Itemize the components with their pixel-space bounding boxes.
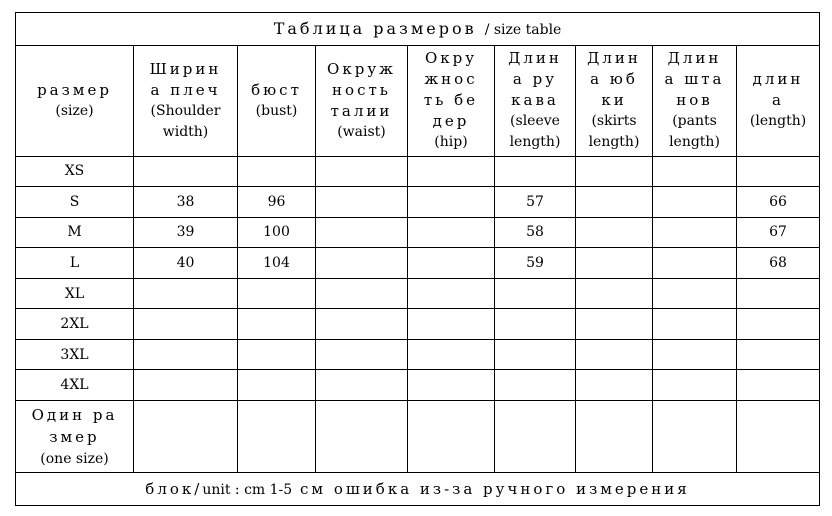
table-row bbox=[16, 156, 820, 187]
measurement-cell bbox=[316, 370, 408, 401]
one-size-label bbox=[16, 401, 134, 473]
measurement-cell bbox=[576, 339, 653, 370]
table-footer bbox=[16, 473, 820, 506]
measurement-cell bbox=[653, 187, 737, 218]
measurement-cell bbox=[495, 339, 576, 370]
measurement-cell bbox=[408, 187, 495, 218]
column-header-ru-line: Длин bbox=[667, 49, 722, 68]
column-header-en-line: length) bbox=[509, 134, 561, 151]
column-header-ru-line: ть бе bbox=[423, 91, 479, 110]
measurement-cell bbox=[495, 309, 576, 340]
column-header-en-line: (pants bbox=[672, 113, 717, 130]
measurement-cell bbox=[408, 217, 495, 248]
measurement-cell bbox=[576, 248, 653, 279]
column-header-ru-line: Окру bbox=[424, 49, 478, 68]
table-row bbox=[16, 339, 820, 370]
column-header-ru-line: а плеч bbox=[150, 80, 221, 99]
table-row bbox=[16, 370, 820, 401]
column-header-ru-line: дер bbox=[432, 112, 470, 131]
measurement-cell bbox=[238, 309, 316, 340]
measurement-cell bbox=[495, 156, 576, 187]
column-header-ru-line: размер bbox=[37, 80, 112, 99]
one-size-cell bbox=[576, 401, 653, 473]
measurement-cell bbox=[653, 339, 737, 370]
one-size-en: (one size) bbox=[40, 450, 109, 467]
measurement-cell: 38 bbox=[134, 187, 238, 218]
measurement-cell: 59 bbox=[495, 248, 576, 279]
measurement-cell: 100 bbox=[238, 217, 316, 248]
column-header-ru-line: ность bbox=[332, 80, 391, 99]
column-header-ru-line: нов bbox=[676, 91, 713, 110]
column-header bbox=[495, 45, 576, 156]
measurement-cell bbox=[408, 309, 495, 340]
size-label-cell: 3XL bbox=[16, 339, 134, 370]
measurement-cell bbox=[653, 370, 737, 401]
measurement-cell bbox=[238, 339, 316, 370]
measurement-cell bbox=[316, 156, 408, 187]
measurement-cell bbox=[316, 217, 408, 248]
table-row bbox=[16, 187, 820, 218]
footer-part-3: см ошибка из-за ручного измерения bbox=[299, 480, 690, 499]
column-header-ru-line: жнос bbox=[424, 70, 478, 89]
column-header bbox=[408, 45, 495, 156]
measurement-cell: 68 bbox=[737, 248, 820, 279]
one-size-cell bbox=[737, 401, 820, 473]
measurement-cell: 67 bbox=[737, 217, 820, 248]
measurement-cell: 57 bbox=[495, 187, 576, 218]
column-header-ru-line: Длин bbox=[508, 49, 562, 68]
column-header bbox=[576, 45, 653, 156]
table-title bbox=[16, 13, 820, 46]
column-header-en-line: (Shoulder bbox=[150, 102, 221, 119]
table-row bbox=[16, 217, 820, 248]
measurement-cell: 96 bbox=[238, 187, 316, 218]
measurement-cell bbox=[134, 278, 238, 309]
column-header-ru-line: а шта bbox=[664, 70, 725, 89]
measurement-cell bbox=[408, 156, 495, 187]
column-header-en-line: (waist) bbox=[337, 123, 386, 140]
size-label-cell: L bbox=[16, 248, 134, 279]
column-header-en-line: width) bbox=[162, 123, 209, 140]
measurement-cell bbox=[653, 248, 737, 279]
measurement-cell bbox=[316, 187, 408, 218]
measurement-cell bbox=[316, 248, 408, 279]
measurement-cell: 66 bbox=[737, 187, 820, 218]
column-header-ru-line: Длин bbox=[587, 49, 641, 68]
one-size-cell bbox=[238, 401, 316, 473]
measurement-cell: 104 bbox=[238, 248, 316, 279]
measurement-cell bbox=[408, 370, 495, 401]
one-size-cell bbox=[134, 401, 238, 473]
measurement-cell bbox=[576, 156, 653, 187]
column-header bbox=[737, 45, 820, 156]
table-title-ru: Таблица размеров bbox=[273, 19, 477, 39]
measurement-cell bbox=[238, 156, 316, 187]
measurement-cell bbox=[653, 278, 737, 309]
measurement-cell bbox=[134, 339, 238, 370]
column-header bbox=[134, 45, 238, 156]
size-label-cell: XL bbox=[16, 278, 134, 309]
measurement-cell bbox=[737, 370, 820, 401]
size-label-cell: M bbox=[16, 217, 134, 248]
column-header bbox=[653, 45, 737, 156]
column-header-ru-line: бюст bbox=[251, 80, 302, 99]
one-size-ru-line-1: Один ра bbox=[31, 405, 118, 424]
column-header-ru-line: ки bbox=[601, 91, 627, 110]
measurement-cell bbox=[495, 278, 576, 309]
one-size-cell bbox=[316, 401, 408, 473]
column-header-ru-line: талии bbox=[330, 101, 393, 120]
size-label-cell: XS bbox=[16, 156, 134, 187]
one-size-ru-line-2: змер bbox=[49, 427, 100, 446]
measurement-cell bbox=[408, 278, 495, 309]
one-size-cell bbox=[408, 401, 495, 473]
column-header-en-line: (sleeve bbox=[510, 113, 560, 130]
column-header-ru-line: Ширин bbox=[149, 59, 222, 78]
measurement-cell bbox=[737, 339, 820, 370]
measurement-cell bbox=[653, 217, 737, 248]
measurement-cell bbox=[134, 370, 238, 401]
header-row bbox=[16, 45, 820, 156]
footer-part-1: блок/ bbox=[145, 480, 203, 499]
measurement-cell bbox=[134, 156, 238, 187]
column-header bbox=[238, 45, 316, 156]
column-header-en-line: (skirts bbox=[591, 113, 637, 130]
measurement-cell bbox=[134, 309, 238, 340]
column-header-en-line: length) bbox=[669, 134, 720, 151]
measurement-cell bbox=[238, 278, 316, 309]
size-label-cell: S bbox=[16, 187, 134, 218]
measurement-cell bbox=[495, 370, 576, 401]
measurement-cell bbox=[653, 156, 737, 187]
column-header-en-line: (length) bbox=[749, 113, 807, 130]
table-row bbox=[16, 309, 820, 340]
measurement-cell bbox=[576, 309, 653, 340]
measurement-cell bbox=[576, 370, 653, 401]
column-header-en-line: (bust) bbox=[255, 102, 298, 119]
column-header-en-line: (size) bbox=[55, 102, 94, 119]
measurement-cell bbox=[653, 309, 737, 340]
measurement-cell: 39 bbox=[134, 217, 238, 248]
column-header-ru-line: а юб bbox=[590, 70, 638, 89]
column-header-en-line: (hip) bbox=[434, 134, 468, 151]
measurement-cell bbox=[576, 187, 653, 218]
measurement-cell bbox=[408, 339, 495, 370]
measurement-cell bbox=[737, 278, 820, 309]
measurement-cell bbox=[316, 339, 408, 370]
column-header bbox=[316, 45, 408, 156]
measurement-cell: 40 bbox=[134, 248, 238, 279]
one-size-cell bbox=[495, 401, 576, 473]
measurement-cell bbox=[408, 248, 495, 279]
measurement-cell bbox=[737, 156, 820, 187]
column-header-ru-line: а bbox=[772, 91, 784, 110]
size-chart-table bbox=[15, 12, 820, 506]
column-header-ru-line: длин bbox=[752, 70, 804, 89]
size-label-cell: 2XL bbox=[16, 309, 134, 340]
column-header bbox=[16, 45, 134, 156]
table-row bbox=[16, 278, 820, 309]
footer-part-2: unit : cm 1-5 bbox=[202, 482, 293, 499]
measurement-cell bbox=[316, 278, 408, 309]
column-header-ru-line: Окруж bbox=[327, 59, 396, 78]
measurement-cell: 58 bbox=[495, 217, 576, 248]
one-size-cell bbox=[653, 401, 737, 473]
table-row bbox=[16, 248, 820, 279]
measurement-cell bbox=[576, 278, 653, 309]
measurement-cell bbox=[576, 217, 653, 248]
table-title-en: / size table bbox=[484, 22, 562, 39]
measurement-cell bbox=[316, 309, 408, 340]
size-label-cell: 4XL bbox=[16, 370, 134, 401]
column-header-ru-line: а ру bbox=[512, 70, 558, 89]
column-header-ru-line: кава bbox=[511, 91, 559, 110]
column-header-en-line: length) bbox=[588, 134, 640, 151]
measurement-cell bbox=[238, 370, 316, 401]
measurement-cell bbox=[737, 309, 820, 340]
